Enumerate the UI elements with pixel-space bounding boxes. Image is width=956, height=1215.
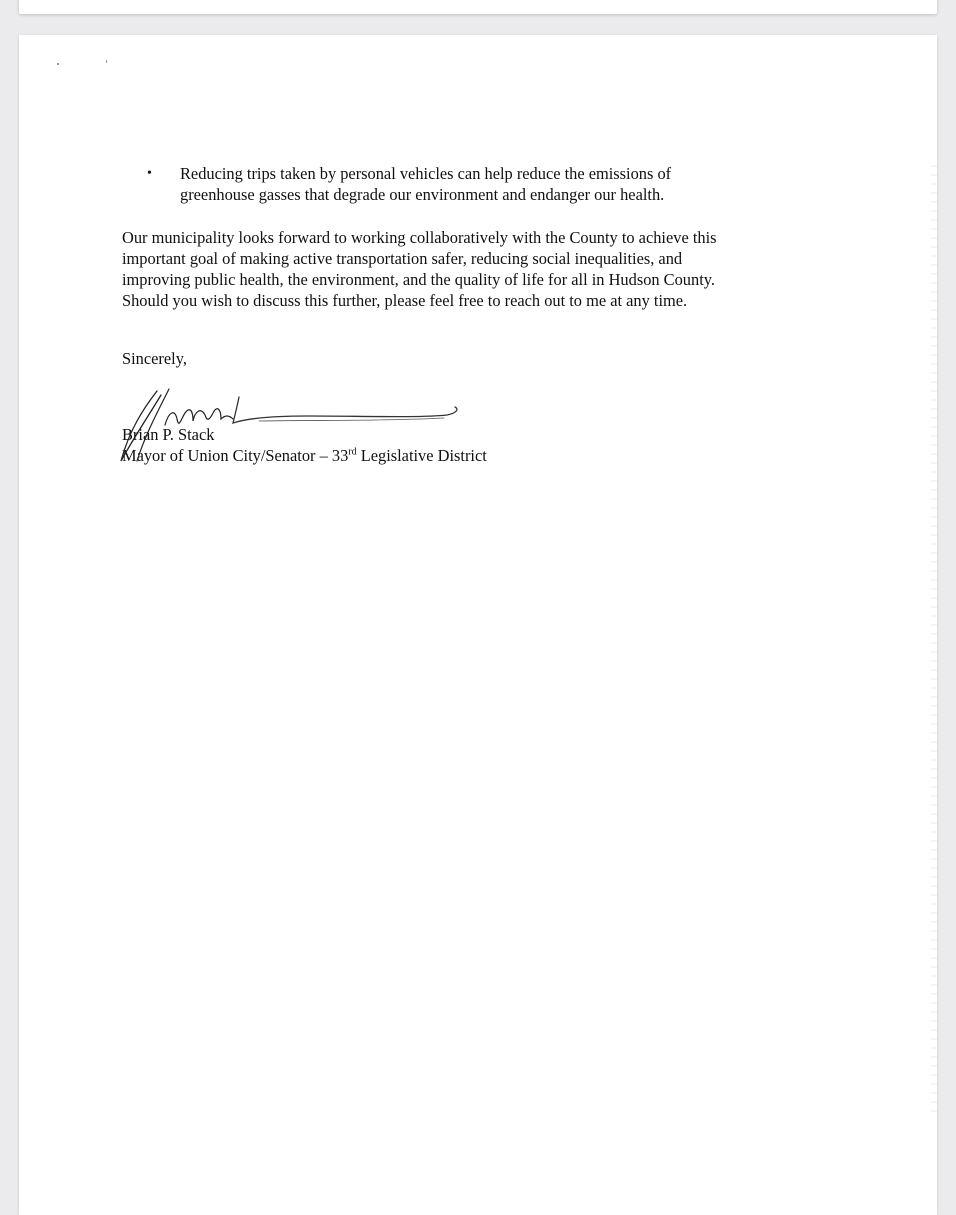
signer-name: Brian P. Stack	[122, 425, 215, 444]
closing-paragraph	[122, 227, 822, 311]
closing-salutation: Sincerely,	[122, 349, 187, 368]
paragraph-line: improving public health, the environment, and the quality of life for all in Hudson County.	[122, 270, 715, 289]
bullet-line: Reducing trips taken by personal vehicles can help reduce the emissions of	[180, 164, 672, 183]
previous-page-edge	[19, 0, 937, 14]
handwritten-signature	[99, 375, 479, 465]
bullet-text	[180, 163, 780, 205]
document-page	[19, 35, 937, 1215]
scan-speck	[57, 63, 59, 65]
scan-speck	[106, 60, 107, 63]
signer-title-prefix: Mayor of Union City/Senator – 33	[122, 446, 349, 465]
bullet-item	[122, 163, 822, 205]
signer-title-ordinal: rd	[348, 446, 357, 458]
paragraph-line: Our municipality looks forward to working collaboratively with the County to achieve this	[122, 228, 717, 247]
bullet-marker: •	[147, 166, 152, 181]
bullet-line: greenhouse gasses that degrade our environment and endanger our health.	[180, 185, 665, 204]
scan-edge-noise	[931, 165, 937, 1115]
paragraph-line: important goal of making active transportation safer, reducing social inequalities, and	[122, 249, 683, 268]
signer-title-suffix: Legislative District	[356, 446, 487, 465]
paragraph-line: Should you wish to discuss this further, please feel free to reach out to me at any time.	[122, 291, 688, 310]
